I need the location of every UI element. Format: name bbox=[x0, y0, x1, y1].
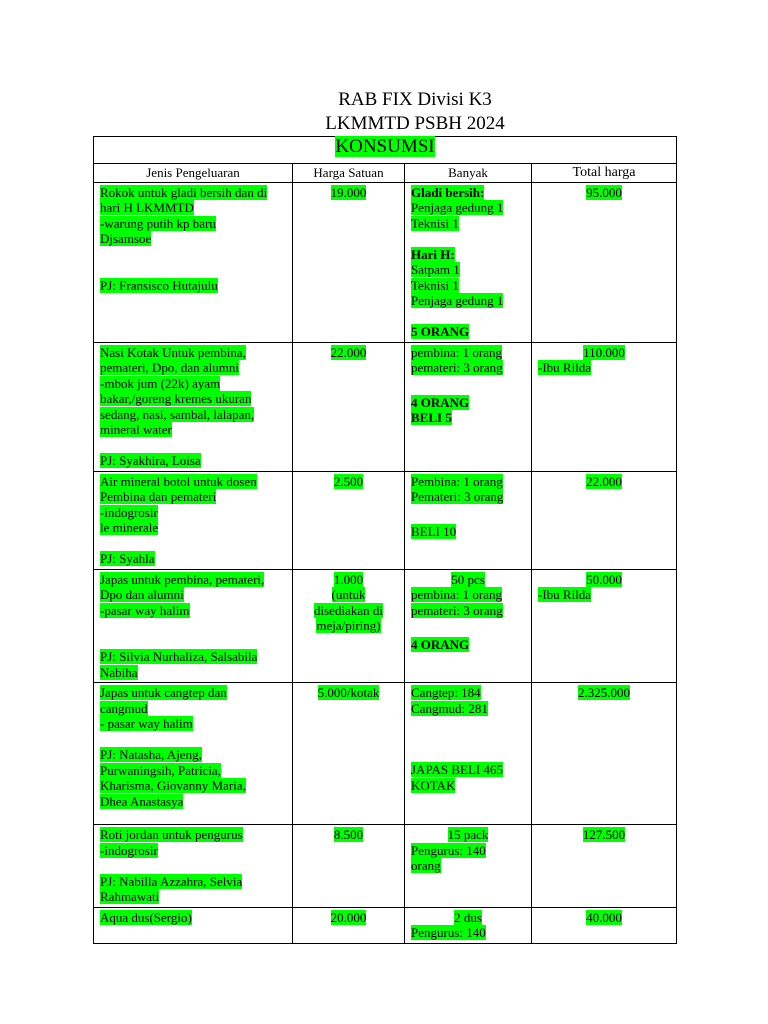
cell-text: Air mineral botol untuk dosen bbox=[100, 473, 257, 489]
table-row bbox=[94, 471, 677, 569]
pj-text: PJ: Fransisco Hutajulu bbox=[100, 277, 218, 293]
unit-price: 1.000 bbox=[333, 571, 364, 587]
table-row bbox=[94, 683, 677, 825]
table-row bbox=[94, 182, 677, 342]
column-headers bbox=[94, 164, 677, 183]
table-row bbox=[94, 569, 677, 683]
cell-text: Roti jordan untuk pengurus bbox=[100, 827, 243, 842]
cell-text: BELI 5 bbox=[411, 410, 452, 425]
unit-price-note: disediakan di bbox=[314, 602, 383, 618]
budget-table bbox=[93, 136, 677, 944]
cell-text: mineral water bbox=[100, 422, 172, 437]
header-harga: Harga Satuan bbox=[293, 164, 405, 183]
cell-text: Pengurus: 140 bbox=[411, 925, 486, 940]
total-price: 127.500 bbox=[582, 827, 626, 842]
total-price: 95.000 bbox=[586, 184, 622, 200]
cell-text: Cangmud: 281 bbox=[411, 700, 488, 716]
cell-text: Hari H: bbox=[411, 246, 455, 262]
unit-price: 20.000 bbox=[330, 909, 367, 925]
total-note: -Ibu Rilda bbox=[538, 587, 592, 602]
cell-text: Aqua dus(Sergio) bbox=[100, 909, 192, 925]
cell-text: KOTAK bbox=[411, 777, 456, 793]
cell-text: 50 pcs bbox=[451, 571, 485, 587]
unit-price: 2.500 bbox=[333, 473, 364, 489]
cell-text: 2 dus bbox=[454, 909, 482, 925]
cell-text: -pasar way halim bbox=[100, 602, 190, 618]
cell-text: 4 ORANG bbox=[411, 637, 470, 652]
cell-text: Dpo dan alumni bbox=[100, 587, 184, 602]
cell-text: -indogrosir bbox=[100, 842, 158, 858]
cell-text: Pengurus: 140 bbox=[411, 842, 486, 858]
cell-text: -warung putih kp baru bbox=[100, 215, 216, 231]
cell-text: Djsamsoe bbox=[100, 231, 152, 246]
cell-text: Penjaga gedung 1 bbox=[411, 293, 504, 308]
cell-text: Teknisi 1 bbox=[411, 215, 459, 231]
unit-price: 22.000 bbox=[330, 344, 367, 360]
total-price: 40.000 bbox=[586, 909, 622, 925]
cell-text: pembina: 1 orang bbox=[411, 587, 502, 602]
pj-text: PJ: Syakhira, Loisa bbox=[100, 453, 201, 468]
section-header bbox=[94, 137, 677, 164]
section-title: KONSUMSI bbox=[335, 136, 435, 157]
header-jenis: Jenis Pengeluaran bbox=[94, 164, 293, 183]
cell-text: Penjaga gedung 1 bbox=[411, 200, 504, 215]
cell-text: 5 ORANG bbox=[411, 324, 470, 339]
unit-price: 19.000 bbox=[330, 184, 367, 200]
cell-text: - pasar way halim bbox=[100, 716, 193, 731]
cell-text: Nasi Kotak Untuk pembina, bbox=[100, 344, 246, 360]
cell-text: pembina: 1 orang bbox=[411, 344, 502, 360]
cell-text: le minerale bbox=[100, 520, 159, 535]
total-note: -Ibu Rilda bbox=[538, 360, 592, 375]
cell-text: pemateri, Dpo, dan alumni bbox=[100, 360, 239, 375]
cell-text: Cangtep: 184 bbox=[411, 685, 481, 700]
table-row bbox=[94, 342, 677, 471]
unit-price-note: (untuk bbox=[331, 587, 366, 602]
cell-text: -mbok jum (22k) ayam bbox=[100, 375, 221, 391]
cell-text: -indogrosir bbox=[100, 504, 158, 520]
unit-price: 5.000/kotak bbox=[317, 685, 380, 700]
total-price: 2.325.000 bbox=[578, 685, 630, 700]
cell-text: pemateri: 3 orang bbox=[411, 602, 503, 618]
table-row bbox=[94, 907, 677, 943]
cell-text: JAPAS BELI 465 bbox=[411, 762, 503, 777]
pj-text: Rahmawati bbox=[100, 889, 160, 904]
cell-text: Japas untuk pembina, pemateri, bbox=[100, 571, 265, 587]
cell-text: BELI 10 bbox=[411, 523, 457, 539]
total-price: 22.000 bbox=[586, 473, 622, 489]
cell-text: Teknisi 1 bbox=[411, 277, 459, 293]
pj-text: Nabiha bbox=[100, 664, 138, 680]
cell-text: Japas untuk cangtep dan bbox=[100, 685, 227, 700]
cell-text: 4 ORANG bbox=[411, 394, 470, 410]
unit-price-note: meja/piring) bbox=[316, 618, 381, 633]
pj-text: PJ: Syahla bbox=[100, 551, 155, 566]
cell-text: pemateri: 3 orang bbox=[411, 360, 503, 375]
cell-text: 15 pack bbox=[447, 827, 489, 842]
cell-text: orang bbox=[411, 858, 441, 873]
pj-text: PJ: Natasha, Ajeng, bbox=[100, 747, 202, 762]
document-subtitle: LKMMTD PSBH 2024 bbox=[325, 113, 505, 134]
cell-text: Gladi bersih: bbox=[411, 184, 485, 200]
total-price: 110.000 bbox=[583, 344, 625, 360]
document-title: RAB FIX Divisi K3 bbox=[338, 89, 492, 110]
cell-text: cangmud bbox=[100, 700, 148, 716]
cell-text: Rokok untuk gladi bersih dan di bbox=[100, 184, 268, 200]
total-price: 50.000 bbox=[586, 571, 622, 587]
cell-text: hari H LKMMTD bbox=[100, 200, 194, 215]
pj-text: PJ: Silvia Nurhaliza, Salsabila bbox=[100, 649, 258, 664]
table-row bbox=[94, 825, 677, 908]
pj-text: Dhea Anastasya bbox=[100, 793, 184, 809]
cell-text: Pemateri: 3 orang bbox=[411, 489, 504, 504]
unit-price: 8.500 bbox=[333, 827, 364, 842]
pj-text: Kharisma, Giovanny Maria, bbox=[100, 778, 246, 793]
cell-text: Satpam 1 bbox=[411, 262, 460, 277]
header-total: Total harga bbox=[532, 164, 677, 183]
cell-text: sedang, nasi, sambal, lalapan, bbox=[100, 406, 255, 422]
header-banyak: Banyak bbox=[405, 164, 532, 183]
cell-text: bakar,/goreng kremes ukuran bbox=[100, 391, 252, 406]
pj-text: Purwaningsih, Patricia, bbox=[100, 762, 221, 778]
cell-text: Pembina dan pemateri bbox=[100, 489, 217, 504]
pj-text: PJ: Nabilla Azzahra, Selvia bbox=[100, 873, 243, 889]
cell-text: Pembina: 1 orang bbox=[411, 473, 503, 489]
